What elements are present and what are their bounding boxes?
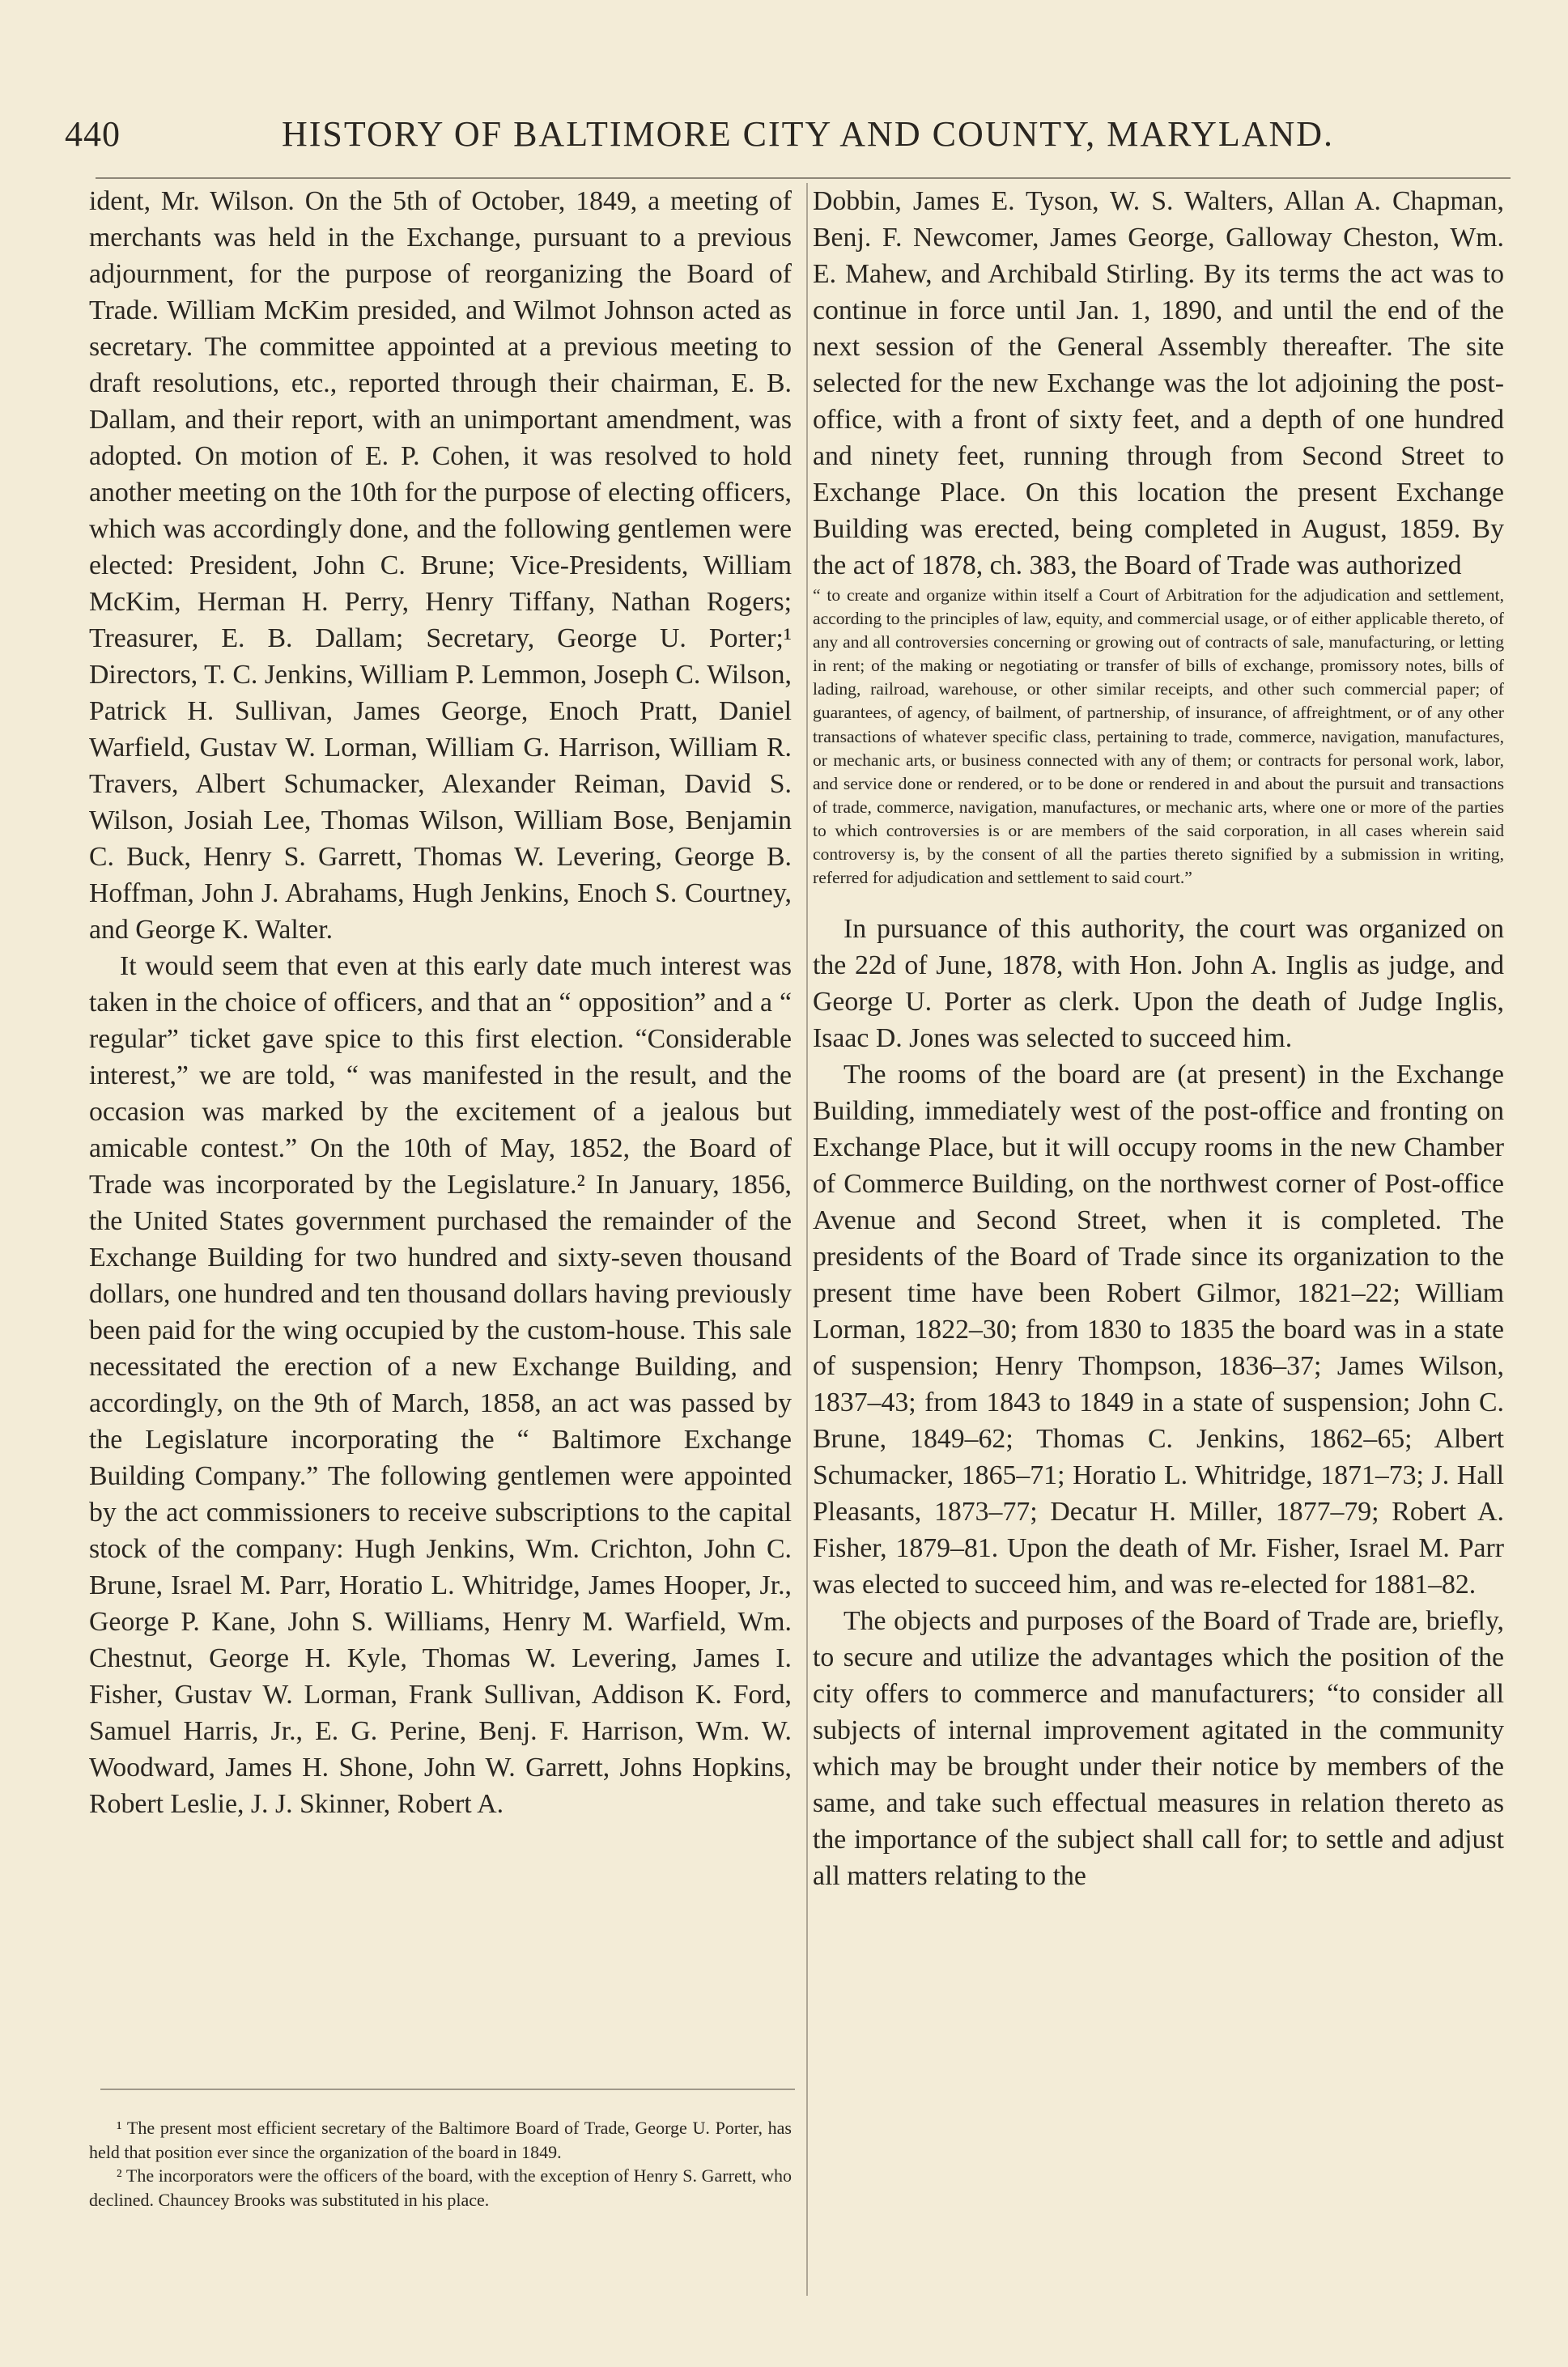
right-column	[813, 183, 1504, 1894]
column-divider	[806, 183, 808, 2296]
page-number: 440	[65, 114, 121, 154]
page-title: HISTORY OF BALTIMORE CITY AND COUNTY, MARYLAND.	[282, 114, 1335, 154]
running-head	[65, 113, 1489, 162]
footnote-2: ² The incorporators were the officers of the board, with the exception of Henry S. Garrett, who declined. Chauncey Brooks was substituted in his place.	[89, 2165, 792, 2210]
left-paragraph-2: It would seem that even at this early date much interest was taken in the choice of officers, and that an “ opposition” and a “ regular” ticket gave spice to this first election. “Considerable interest,” we are told, “ was manifested in the result, and the occasion was marked by the excitement of a jealous but amicable contest.” On the 10th of May, 1852, the Board of Trade was incorporated by the Legislature.² In January, 1856, the United States government purchased the remainder of the Exchange Building for two hundred and sixty-seven thousand dollars, one hundred and ten thousand dollars having previously been paid for the wing occupied by the custom-house. This sale necessitated the erection of a new Exchange Building, and accordingly, on the 9th of March, 1858, an act was passed by the Legislature incorporating the “ Baltimore Exchange Building Company.” The following gentlemen were appointed by the act commissioners to receive subscriptions to the capital stock of the company: Hugh Jenkins, Wm. Crichton, John C. Brune, Israel M. Parr, Horatio L. Whitridge, James Hooper, Jr., George P. Kane, John S. Williams, Henry M. Warfield, Wm. Chestnut, George H. Kyle, Thomas W. Levering, James I. Fisher, Gustav W. Lorman, Frank Sullivan, Addison K. Ford, Samuel Harris, Jr., E. G. Perine, Benj. F. Harrison, Wm. W. Woodward, James H. Shone, John W. Garrett, Johns Hopkins, Robert Leslie, J. J. Skinner, Robert A.	[89, 951, 792, 1819]
right-paragraph-2: In pursuance of this authority, the court was organized on the 22d of June, 1878, with Hon. John A. Inglis as judge, and George U. Porter as clerk. Upon the death of Judge Inglis, Isaac D. Jones was selected to succeed him.	[813, 914, 1504, 1054]
left-column	[89, 183, 792, 1822]
right-paragraph-1: Dobbin, James E. Tyson, W. S. Walters, Allan A. Chapman, Benj. F. Newcomer, James George, Galloway Cheston, Wm. E. Mahew, and Archibald Stirling. By its terms the act was to continue in force until Jan. 1, 1890, and until the end of the next session of the General Assembly thereafter. The site selected for the new Exchange was the lot adjoining the post-office, with a front of sixty feet, and a depth of one hundred and ninety feet, running through from Second Street to Exchange Place. On this location the present Exchange Building was erected, being completed in August, 1859. By the act of 1878, ch. 383, the Board of Trade was authorized	[813, 186, 1504, 580]
right-paragraph-3: The rooms of the board are (at present) in the Exchange Building, immediately west of the post-office and fronting on Exchange Place, but it will occupy rooms in the new Chamber of Commerce Building, on the northwest corner of Post-office Avenue and Second Street, when it is completed. The presidents of the Board of Trade since its organization to the present time have been Robert Gilmor, 1821–22; William Lorman, 1822–30; from 1830 to 1835 the board was in a state of suspension; Henry Thompson, 1836–37; James Wilson, 1837–43; from 1843 to 1849 in a state of suspension; John C. Brune, 1849–62; Thomas C. Jenkins, 1862–65; Albert Schumacker, 1865–71; Horatio L. Whitridge, 1871–73; J. Hall Pleasants, 1873–77; Decatur H. Miller, 1877–79; Robert A. Fisher, 1879–81. Upon the death of Mr. Fisher, Israel M. Parr was elected to succeed him, and was re-elected for 1881–82.	[813, 1060, 1504, 1600]
right-paragraph-4: The objects and purposes of the Board of Trade are, briefly, to secure and utilize the advantages which the position of the city offers to commerce and manufacturers; “to consider all subjects of internal improvement agitated in the community which may be brought under their notice by members of the same, and take such effectual measures in relation thereto as the importance of the subject shall call for; to settle and adjust all matters relating to the	[813, 1606, 1504, 1892]
footnotes	[89, 2116, 792, 2212]
header-rule	[96, 177, 1511, 179]
left-paragraph-1: ident, Mr. Wilson. On the 5th of October, 1849, a meeting of merchants was held in the Exchange, pursuant to a previous adjournment, for the purpose of reorganizing the Board of Trade. William McKim presided, and Wilmot Johnson acted as secretary. The committee appointed at a previous meeting to draft resolutions, etc., reported through their chairman, E. B. Dallam, and their report, with an unimportant amendment, was adopted. On motion of E. P. Cohen, it was resolved to hold another meeting on the 10th for the purpose of electing officers, which was accordingly done, and the following gentlemen were elected: President, John C. Brune; Vice-Presidents, William McKim, Herman H. Perry, Henry Tiffany, Nathan Rogers; Treasurer, E. B. Dallam; Secretary, George U. Porter;¹ Directors, T. C. Jenkins, William P. Lemmon, Joseph C. Wilson, Patrick H. Sullivan, James George, Enoch Pratt, Daniel Warfield, Gustav W. Lorman, William G. Harrison, William R. Travers, Albert Schumacker, Alexander Reiman, David S. Wilson, Josiah Lee, Thomas Wilson, William Bose, Benjamin C. Buck, Henry S. Garrett, Thomas W. Levering, George B. Hoffman, John J. Abrahams, Hugh Jenkins, Enoch S. Courtney, and George K. Walter.	[89, 186, 792, 945]
block-quote: “ to create and organize within itself a Court of Arbitration for the adjudication and settlement, according to the principles of law, equity, and commercial usage, or of either applicable thereto, of any and all controversies concerning or growing out of contracts of sale, manufacturing, or letting in rent; of the making or negotiating or transfer of bills of exchange, promissory notes, bills of lading, railroad, warehouse, or other similar receipts, and other such commercial paper; of guarantees, of agency, of bailment, of partnership, of insurance, of affreightment, or of any other transactions of whatever specific class, pertaining to trade, commerce, navigation, manufactures, or mechanic arts, or business connected with any of them; or contracts for personal work, labor, and service done or rendered, or to be done or rendered in and about the pursuit and transactions of trade, commerce, navigation, manufactures, or mechanic arts, where one or more of the parties to which controversies is or are members of the said corporation, in all cases wherein said controversy is, by the consent of all the parties thereto signified by a submission in writing, referred for adjudication and settlement to said court.”	[813, 585, 1504, 888]
footnote-rule	[100, 2089, 795, 2090]
footnote-1: ¹ The present most efficient secretary of the Baltimore Board of Trade, George U. Porter, has held that position ever since the organization of the board in 1849.	[89, 2118, 792, 2162]
